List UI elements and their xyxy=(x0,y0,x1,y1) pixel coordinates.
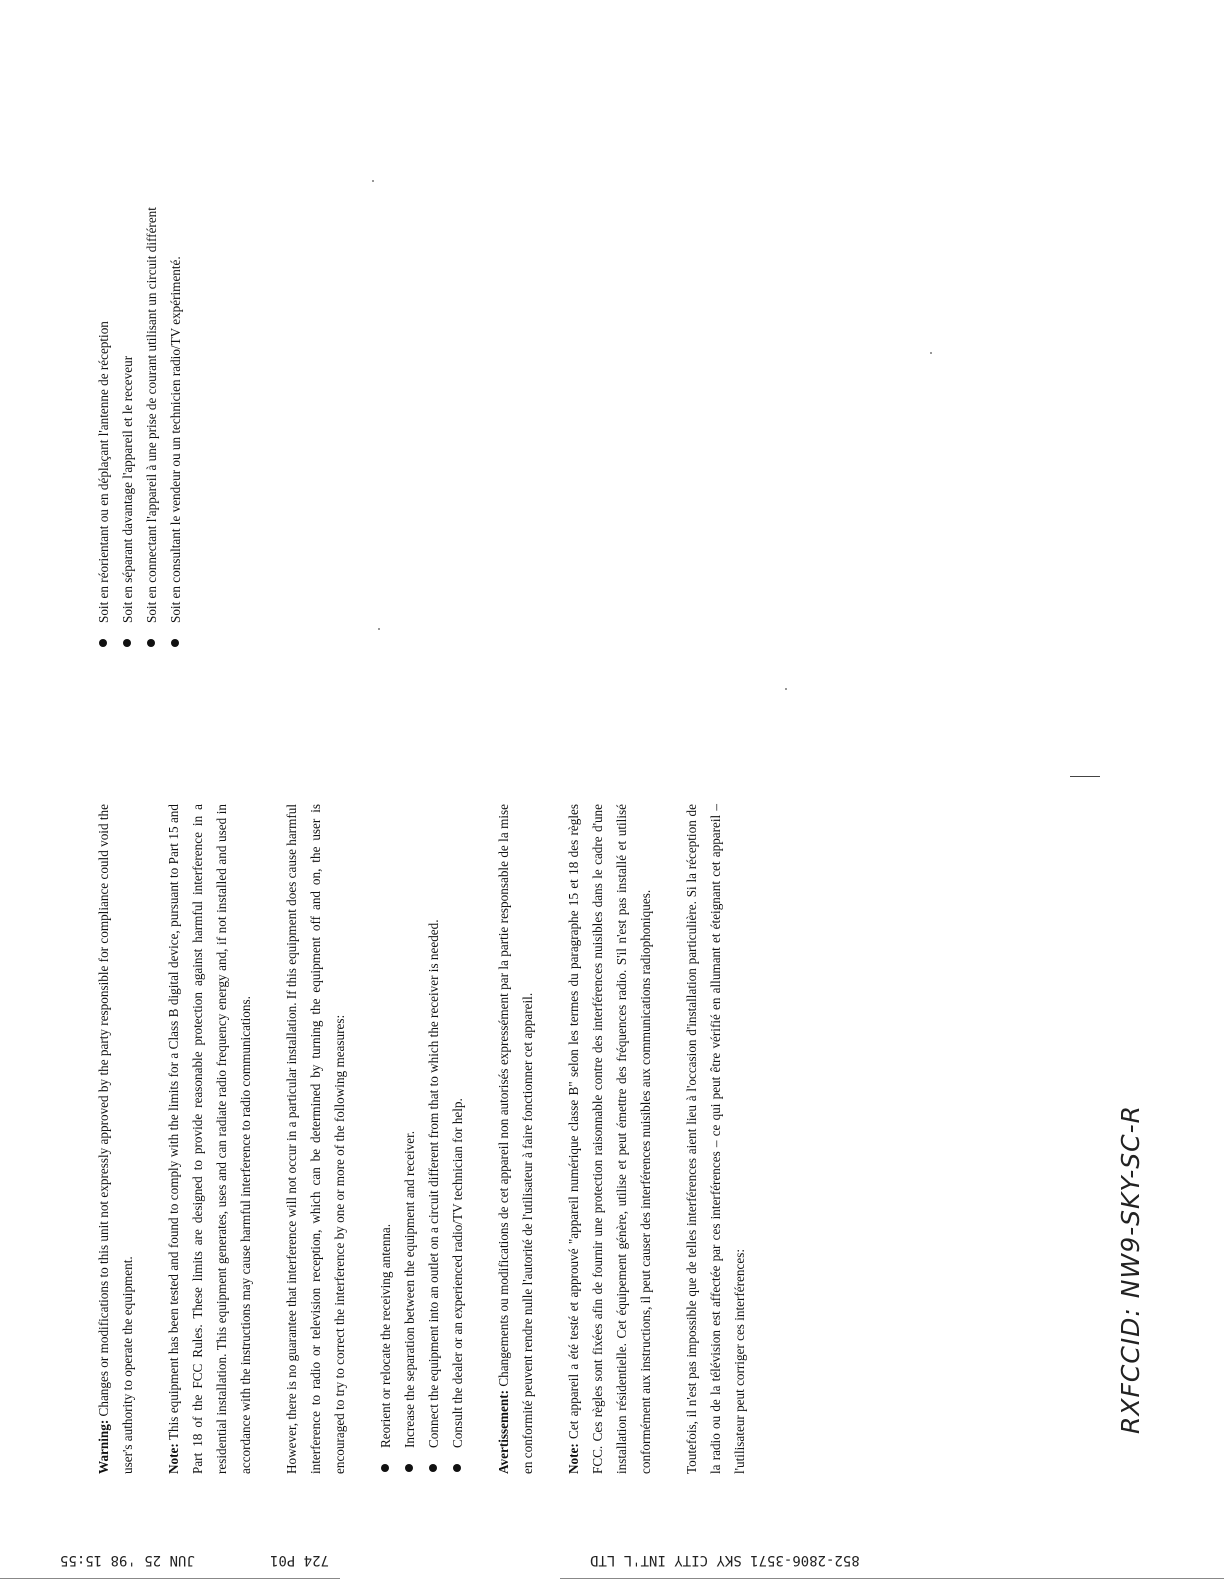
scan-speck xyxy=(785,688,787,690)
list-item: Connect the equipment into an outlet on a circuit different from that to which the receiver is needed. xyxy=(422,804,446,1474)
bullet-icon xyxy=(381,1464,389,1472)
warning-paragraph xyxy=(92,804,140,1474)
bullet-icon xyxy=(429,1464,437,1472)
handwritten-fccid: RXFCCID: NW9-SKY-SC-R xyxy=(1116,1105,1145,1434)
however-paragraph: However, there is no guarantee that interference will not occur in a particular installation. If this equipment does cause harmful interference to radio or television reception, which can be determined by turning the equipment off and on, the user is encouraged to try to correct the interference by one or more of the following measures: xyxy=(284,804,347,1474)
bullet-icon xyxy=(147,639,155,647)
fax-sender: 852-2806-3571 SKY CITY INT'L LTD xyxy=(590,1552,860,1568)
scan-speck xyxy=(930,352,932,354)
list-item: Soit en connectant l'appareil à une prise de courant utilisant un circuit différent xyxy=(140,0,164,649)
measures-en-list xyxy=(374,804,470,1474)
note-en-label: Note: xyxy=(166,1443,181,1474)
avertissement-text: Changements ou modifications de cet appareil non autorisés expressément par la partie responsable de la mise en conformité peuvent rendre nulle l'autorité de l'utilisateur à faire fonctionner cet appareil. xyxy=(496,804,535,1474)
bullet-icon xyxy=(405,1464,413,1472)
scan-dash xyxy=(1070,776,1100,777)
english-french-column xyxy=(92,804,774,1474)
scan-speck xyxy=(378,628,380,630)
scan-speck xyxy=(372,180,374,182)
list-item: Increase the separation between the equipment and receiver. xyxy=(398,804,422,1474)
avertissement-label: Avertissement: xyxy=(496,1390,511,1474)
toutefois-paragraph: Toutefois, il n'est pas impossible que de telles interférences aient lieu à l'occasion d'installation particulière. Si la réception de la radio ou de la télévision est affectée par ces interférences – ce qui peut être vérifié en allumant et éteignant cet appareil – l'utilisateur peut corriger ces interférences: xyxy=(684,804,747,1474)
note-fr-paragraph xyxy=(562,804,658,1474)
note-fr-text: Cet appareil a été testé et approuvé "appareil numérique classe B" selon les termes du paragraphe 15 et 18 des règles FCC. Ces règles sont fixées afin de fournir une protection raisonnable contre des interférences nuisibles dans le cadre d'une installation résidentielle. Cet équipement génère, utilise et peut émettre des fréquences radio. S'il n'est pas installé et utilisé conformément aux instructions, il peut causer des interférences nuisibles aux communications radiophoniques. xyxy=(566,804,653,1474)
note-fr-label: Note: xyxy=(566,1443,581,1474)
list-item: Consult the dealer or an experienced radio/TV technician for help. xyxy=(446,804,470,1474)
warning-text: Changes or modifications to this unit not expressly approved by the party responsible for compliance could void the user's authority to operate the equipment. xyxy=(96,804,135,1474)
bullet-icon xyxy=(99,639,107,647)
bullet-icon xyxy=(123,639,131,647)
list-item: Soit en séparant davantage l'appareil et le receveur xyxy=(116,0,140,649)
measures-fr-list xyxy=(92,0,188,649)
bullet-icon xyxy=(171,639,179,647)
list-item: Soit en consultant le vendeur ou un technicien radio/TV expérimenté. xyxy=(164,0,188,649)
note-en-paragraph xyxy=(162,804,258,1474)
warning-label: Warning: xyxy=(96,1419,111,1474)
french-measures-column xyxy=(92,0,210,649)
list-item: Reorient or relocate the receiving antenna. xyxy=(374,804,398,1474)
avertissement-paragraph xyxy=(492,804,540,1474)
bullet-icon xyxy=(453,1464,461,1472)
fax-date-time: JUN 25 '98 15:55 xyxy=(60,1552,195,1568)
list-item: Soit en réorientant ou en déplaçant l'antenne de réception xyxy=(92,0,116,649)
note-en-text: This equipment has been tested and found to comply with the limits for a Class B digital device, pursuant to Part 15 and Part 18 of the FCC Rules. These limits are designed to provide reasonable protection against harmful interference in a residential installation. This equipment generates, uses and can radiate radio frequency energy and, if not installed and used in accordance with the instructions may cause harmful interference to radio communications. xyxy=(166,804,253,1474)
fax-page: 724 P01 xyxy=(270,1552,330,1568)
